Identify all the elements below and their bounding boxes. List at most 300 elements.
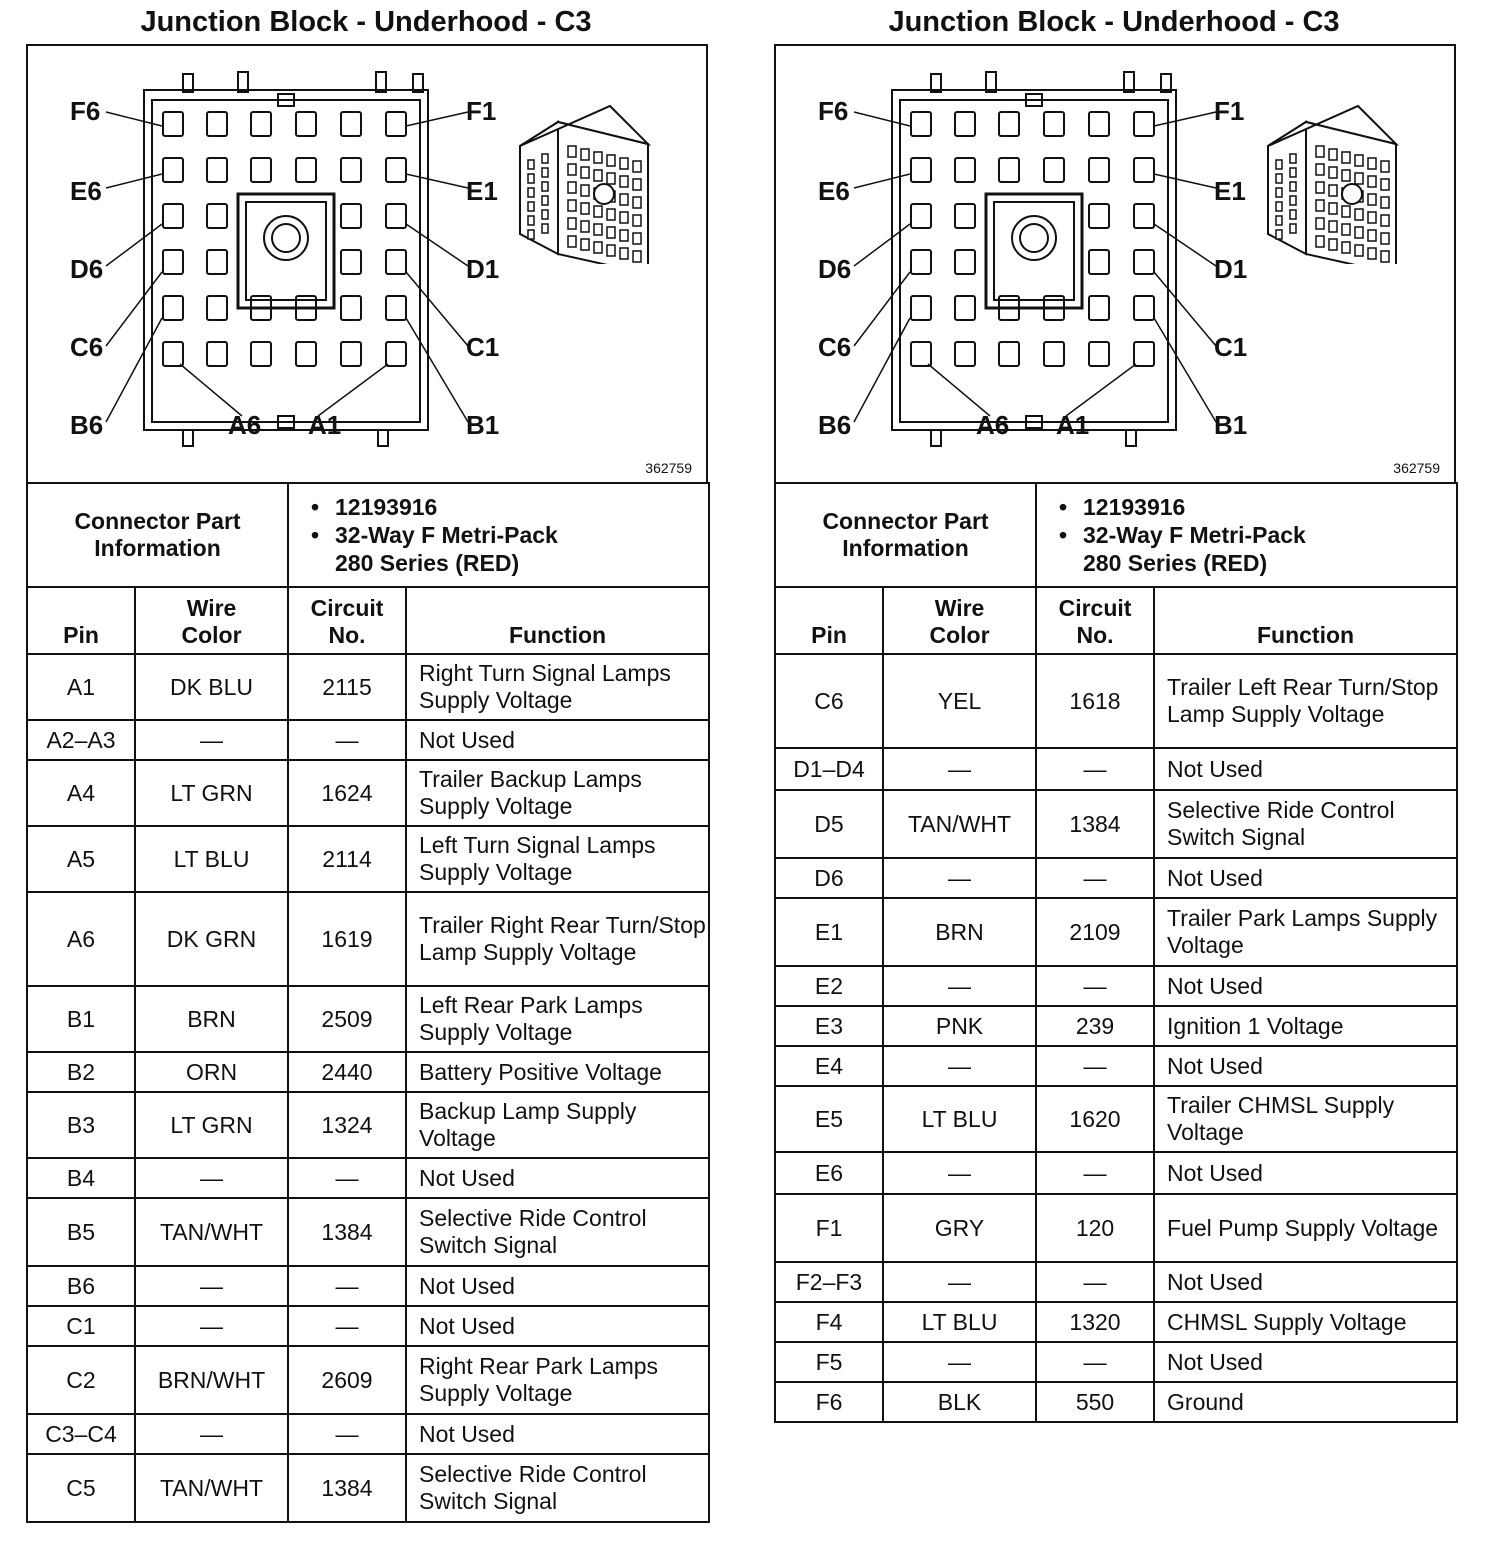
latch-tab [1126,430,1136,446]
iso-cavity [1316,182,1324,193]
pinout-table [774,482,1458,1423]
terminal-cavity [207,250,227,274]
iso-cavity [633,161,641,172]
iso-cavity [1329,239,1337,250]
pin-label-f1: F1 [1214,96,1245,126]
pin-cell: F5 [775,1342,883,1382]
terminal-cavity [207,204,227,228]
pin-label-a6: A6 [228,410,262,440]
iso-cavity [581,185,589,196]
iso-cavity [1329,185,1337,196]
terminal-cavity [911,204,931,228]
function-cell: Trailer Left Rear Turn/Stop Lamp Supply Voltage [1154,654,1457,748]
pin-cell: C1 [27,1306,135,1346]
wire-color-cell: LT BLU [883,1086,1036,1152]
iso-cavity [594,224,602,235]
iso-cavity [633,215,641,226]
pin-label-c1: C1 [1214,332,1248,362]
iso-cavity [1290,182,1296,191]
wire-color-cell: — [883,1262,1036,1302]
connector-figure [26,44,708,482]
iso-cavity [1290,224,1296,233]
pin-label-b6: B6 [70,410,104,440]
connector-isometric-icon [1266,74,1406,264]
iso-cavity [1355,245,1363,256]
iso-cavity [1290,154,1296,163]
iso-cavity [1276,160,1282,169]
terminal-cavity [999,342,1019,366]
function-cell: Not Used [406,720,709,760]
table-row [27,826,709,892]
iso-cavity [1276,230,1282,239]
iso-cavity [1381,197,1389,208]
pin-label-a1: A1 [1056,410,1090,440]
iso-cavity [1290,168,1296,177]
pin-label-f6: F6 [818,96,849,126]
iso-cavity [1316,200,1324,211]
terminal-cavity [1044,158,1064,182]
terminal-cavity [163,112,183,136]
iso-cavity [620,230,628,241]
table-row [775,1302,1457,1342]
iso-cavity [1355,173,1363,184]
header-wire-color: Wire Color [135,587,288,654]
terminal-cavity [955,112,975,136]
iso-cavity [1342,206,1350,217]
function-cell: Trailer Backup Lamps Supply Voltage [406,760,709,826]
table-row [775,898,1457,966]
connector-part-number: • 12193916 [311,494,438,520]
connector-series: 280 Series (RED) [1083,550,1268,576]
iso-cavity [1381,215,1389,226]
terminal-cavity [955,342,975,366]
function-cell: Trailer CHMSL Supply Voltage [1154,1086,1457,1152]
circuit-cell: 2114 [288,826,406,892]
wire-color-cell: DK GRN [135,892,288,986]
terminal-cavity [911,342,931,366]
terminal-cavity [207,296,227,320]
table-row [775,1086,1457,1152]
pin-label-d1: D1 [466,254,500,284]
iso-cavity [1381,233,1389,244]
pin-cell: E6 [775,1152,883,1194]
iso-cavity [594,170,602,181]
wire-color-cell: — [883,1046,1036,1086]
wire-color-cell: — [883,966,1036,1006]
connector-info-row [775,483,1457,587]
wire-color-cell: — [135,1306,288,1346]
wire-color-cell: PNK [883,1006,1036,1046]
iso-cavity [542,224,548,233]
wire-color-cell: — [135,1266,288,1306]
leader-line [928,364,990,416]
leader-line [106,318,162,422]
iso-cavity [542,168,548,177]
iso-cavity [620,212,628,223]
pin-cell: E4 [775,1046,883,1086]
terminal-cavity [1089,342,1109,366]
wire-color-cell: — [135,1158,288,1198]
pin-cell: C2 [27,1346,135,1414]
terminal-cavity [341,342,361,366]
leader-line [854,174,910,188]
table-body [775,654,1457,1422]
terminal-cavity [1044,112,1064,136]
pin-cell: C5 [27,1454,135,1522]
pin-cell: B5 [27,1198,135,1266]
function-cell: Not Used [1154,1342,1457,1382]
leader-line [106,174,162,188]
header-pin: Pin [775,587,883,654]
circuit-cell: — [1036,966,1154,1006]
iso-cavity [568,236,576,247]
circuit-cell: 2109 [1036,898,1154,966]
terminal-cavity [296,342,316,366]
iso-cavity [620,158,628,169]
circuit-cell: 1619 [288,892,406,986]
terminal-cavity [296,112,316,136]
circuit-cell: — [1036,1342,1154,1382]
circuit-cell: — [288,1414,406,1454]
panel-title: Junction Block - Underhood - C3 [140,6,592,38]
iso-cavity [1368,194,1376,205]
iso-cavity [594,242,602,253]
iso-cavity [568,146,576,157]
iso-cavity [620,176,628,187]
connector-info-label-cell [27,483,288,587]
function-cell: Not Used [1154,858,1457,898]
iso-cavity [581,239,589,250]
wire-color-cell: BRN [135,986,288,1052]
terminal-cavity [341,112,361,136]
header-function: Function [1154,587,1457,654]
iso-cavity [581,203,589,214]
function-cell: Ignition 1 Voltage [1154,1006,1457,1046]
function-cell: Battery Positive Voltage [406,1052,709,1092]
circuit-cell: — [1036,1152,1154,1194]
wire-color-cell: ORN [135,1052,288,1092]
pin-cell: B1 [27,986,135,1052]
terminal-cavity [955,204,975,228]
circuit-cell: 2115 [288,654,406,720]
terminal-cavity [207,112,227,136]
terminal-cavity [911,296,931,320]
connector-isometric-icon [518,74,658,264]
pin-cell: A6 [27,892,135,986]
pin-label-e1: E1 [466,176,498,206]
circuit-cell: 2440 [288,1052,406,1092]
iso-cavity [1329,203,1337,214]
pin-label-c6: C6 [70,332,104,362]
iso-cavity [1329,221,1337,232]
pin-label-f1: F1 [466,96,497,126]
function-cell: Not Used [406,1414,709,1454]
iso-cavity [607,227,615,238]
iso-cavity [542,182,548,191]
center-bolt-inner [272,224,300,252]
terminal-cavity [341,158,361,182]
header-row [27,587,709,654]
iso-cavity [1316,236,1324,247]
terminal-cavity [386,296,406,320]
wire-color-cell: TAN/WHT [135,1198,288,1266]
circuit-cell: 1384 [288,1198,406,1266]
latch-tab [183,430,193,446]
table-row [27,1414,709,1454]
iso-cavity [1342,170,1350,181]
iso-cavity [1355,209,1363,220]
circuit-cell: 1620 [1036,1086,1154,1152]
iso-cavity [1316,218,1324,229]
terminal-cavity [1134,204,1154,228]
figure-number: 362759 [1393,460,1440,476]
iso-cavity [620,194,628,205]
terminal-cavity [955,158,975,182]
table-row [775,748,1457,790]
table-row [775,1006,1457,1046]
table-row [775,1262,1457,1302]
pin-label-c1: C1 [466,332,500,362]
function-cell: CHMSL Supply Voltage [1154,1302,1457,1342]
iso-cavity [542,210,548,219]
figure-number: 362759 [645,460,692,476]
terminal-cavity [1089,296,1109,320]
function-cell: Ground [1154,1382,1457,1422]
wire-color-cell: DK BLU [135,654,288,720]
iso-cavity [568,218,576,229]
table-row [775,858,1457,898]
terminal-cavity [1089,158,1109,182]
terminal-cavity [955,250,975,274]
function-cell: Fuel Pump Supply Voltage [1154,1194,1457,1262]
pin-cell: F1 [775,1194,883,1262]
function-cell: Not Used [1154,1152,1457,1194]
iso-cavity [594,206,602,217]
function-cell: Not Used [406,1306,709,1346]
iso-cavity [1290,196,1296,205]
terminal-cavity [163,342,183,366]
pin-label-e6: E6 [818,176,850,206]
circuit-cell: — [288,1158,406,1198]
leader-line [1154,112,1216,126]
terminal-cavity [251,158,271,182]
iso-cavity [1368,248,1376,259]
iso-cavity [1276,202,1282,211]
terminal-cavity [163,158,183,182]
leader-line [406,318,468,422]
connector-info-row [27,483,709,587]
function-cell: Not Used [406,1266,709,1306]
iso-cavity [528,174,534,183]
pin-label-f6: F6 [70,96,101,126]
pin-label-a6: A6 [976,410,1010,440]
function-cell: Selective Ride Control Switch Signal [1154,790,1457,858]
terminal-cavity [163,204,183,228]
center-bolt-outer [1012,216,1056,260]
panel-left [26,0,710,1523]
terminal-cavity [999,112,1019,136]
function-cell: Right Rear Park Lamps Supply Voltage [406,1346,709,1414]
iso-cavity [1368,230,1376,241]
wire-color-cell: TAN/WHT [135,1454,288,1522]
terminal-cavity [386,250,406,274]
table-row [27,1306,709,1346]
terminal-cavity [1134,158,1154,182]
iso-cavity [1290,210,1296,219]
terminal-cavity [296,158,316,182]
connector-figure [774,44,1456,482]
terminal-cavity [207,342,227,366]
pin-label-b1: B1 [466,410,500,440]
terminal-cavity [341,296,361,320]
pin-label-a1: A1 [308,410,342,440]
connector-info-cell [288,483,709,587]
table-row [775,1382,1457,1422]
pin-label-d6: D6 [818,254,852,284]
circuit-cell: 2509 [288,986,406,1052]
terminal-cavity [163,296,183,320]
function-cell: Not Used [406,1158,709,1198]
terminal-cavity [1134,250,1154,274]
circuit-cell: — [1036,1262,1154,1302]
pin-cell: C6 [775,654,883,748]
function-cell: Left Turn Signal Lamps Supply Voltage [406,826,709,892]
table-row [27,1198,709,1266]
leader-line [318,364,388,416]
leader-line [854,112,910,126]
circuit-cell: — [288,720,406,760]
iso-cavity [1381,179,1389,190]
circuit-cell: — [1036,858,1154,898]
iso-cavity [1355,155,1363,166]
terminal-cavity [911,112,931,136]
table-row [27,654,709,720]
iso-cavity [1368,176,1376,187]
function-cell: Not Used [1154,1262,1457,1302]
wire-color-cell: YEL [883,654,1036,748]
table-row [27,1454,709,1522]
circuit-cell: 1618 [1036,654,1154,748]
latch-tab [931,430,941,446]
connector-info-label: Connector Part Information [74,508,241,561]
table-row [27,760,709,826]
header-wire-color: Wire Color [883,587,1036,654]
iso-cavity [1276,216,1282,225]
iso-cavity [1368,158,1376,169]
iso-cavity [528,216,534,225]
iso-cavity [633,233,641,244]
wire-color-cell: TAN/WHT [883,790,1036,858]
leader-line [854,224,910,266]
circuit-cell: — [1036,1046,1154,1086]
leader-line [406,112,468,126]
table-body [27,654,709,1522]
iso-cavity [633,251,641,262]
iso-cavity [1342,152,1350,163]
connector-info-cell [1036,483,1457,587]
terminal-cavity [1089,250,1109,274]
iso-cavity [528,188,534,197]
terminal-cavity [386,158,406,182]
function-cell: Backup Lamp Supply Voltage [406,1092,709,1158]
terminal-cavity [251,112,271,136]
iso-cavity [1342,224,1350,235]
header-row [775,587,1457,654]
leader-line [854,318,910,422]
connector-part-number: • 12193916 [1059,494,1186,520]
terminal-cavity [341,250,361,274]
iso-cavity [528,160,534,169]
wire-color-cell: — [135,720,288,760]
terminal-cavity [1089,112,1109,136]
circuit-cell: — [288,1266,406,1306]
pin-label-e6: E6 [70,176,102,206]
pin-label-c6: C6 [818,332,852,362]
leader-line [406,174,468,188]
pin-label-b6: B6 [818,410,852,440]
iso-cavity [633,197,641,208]
iso-bolt [1342,184,1362,204]
panel-right [774,0,1458,1423]
function-cell: Selective Ride Control Switch Signal [406,1198,709,1266]
table-row [27,1092,709,1158]
center-bolt-inner [1020,224,1048,252]
circuit-cell: 1320 [1036,1302,1154,1342]
wire-color-cell: — [883,858,1036,898]
header-circuit-no: Circuit No. [1036,587,1154,654]
iso-cavity [594,152,602,163]
circuit-cell: 1384 [288,1454,406,1522]
wire-color-cell: LT GRN [135,760,288,826]
leader-line [1066,364,1136,416]
terminal-cavity [386,112,406,136]
wire-color-cell: LT BLU [883,1302,1036,1342]
iso-cavity [568,182,576,193]
pin-cell: F6 [775,1382,883,1422]
panel-title: Junction Block - Underhood - C3 [888,6,1340,38]
header-pin: Pin [27,587,135,654]
connector-info-label-cell [775,483,1036,587]
iso-cavity [1381,251,1389,262]
pin-cell: A2–A3 [27,720,135,760]
table-row [27,986,709,1052]
table-row [27,1158,709,1198]
iso-cavity [528,230,534,239]
table-row [775,1342,1457,1382]
terminal-cavity [999,158,1019,182]
table-row [27,1346,709,1414]
wire-color-cell: BLK [883,1382,1036,1422]
iso-cavity [1368,212,1376,223]
circuit-cell: 1624 [288,760,406,826]
terminal-cavity [1134,112,1154,136]
iso-cavity [1276,174,1282,183]
leader-line [106,224,162,266]
iso-cavity [607,209,615,220]
wire-color-cell: — [883,1152,1036,1194]
iso-cavity [1316,164,1324,175]
header-circuit-no: Circuit No. [288,587,406,654]
table-row [775,1152,1457,1194]
iso-cavity [607,245,615,256]
terminal-cavity [341,204,361,228]
table-row [27,892,709,986]
pin-cell: E5 [775,1086,883,1152]
circuit-cell: 120 [1036,1194,1154,1262]
iso-cavity [528,202,534,211]
leader-line [1154,174,1216,188]
circuit-cell: 2609 [288,1346,406,1414]
